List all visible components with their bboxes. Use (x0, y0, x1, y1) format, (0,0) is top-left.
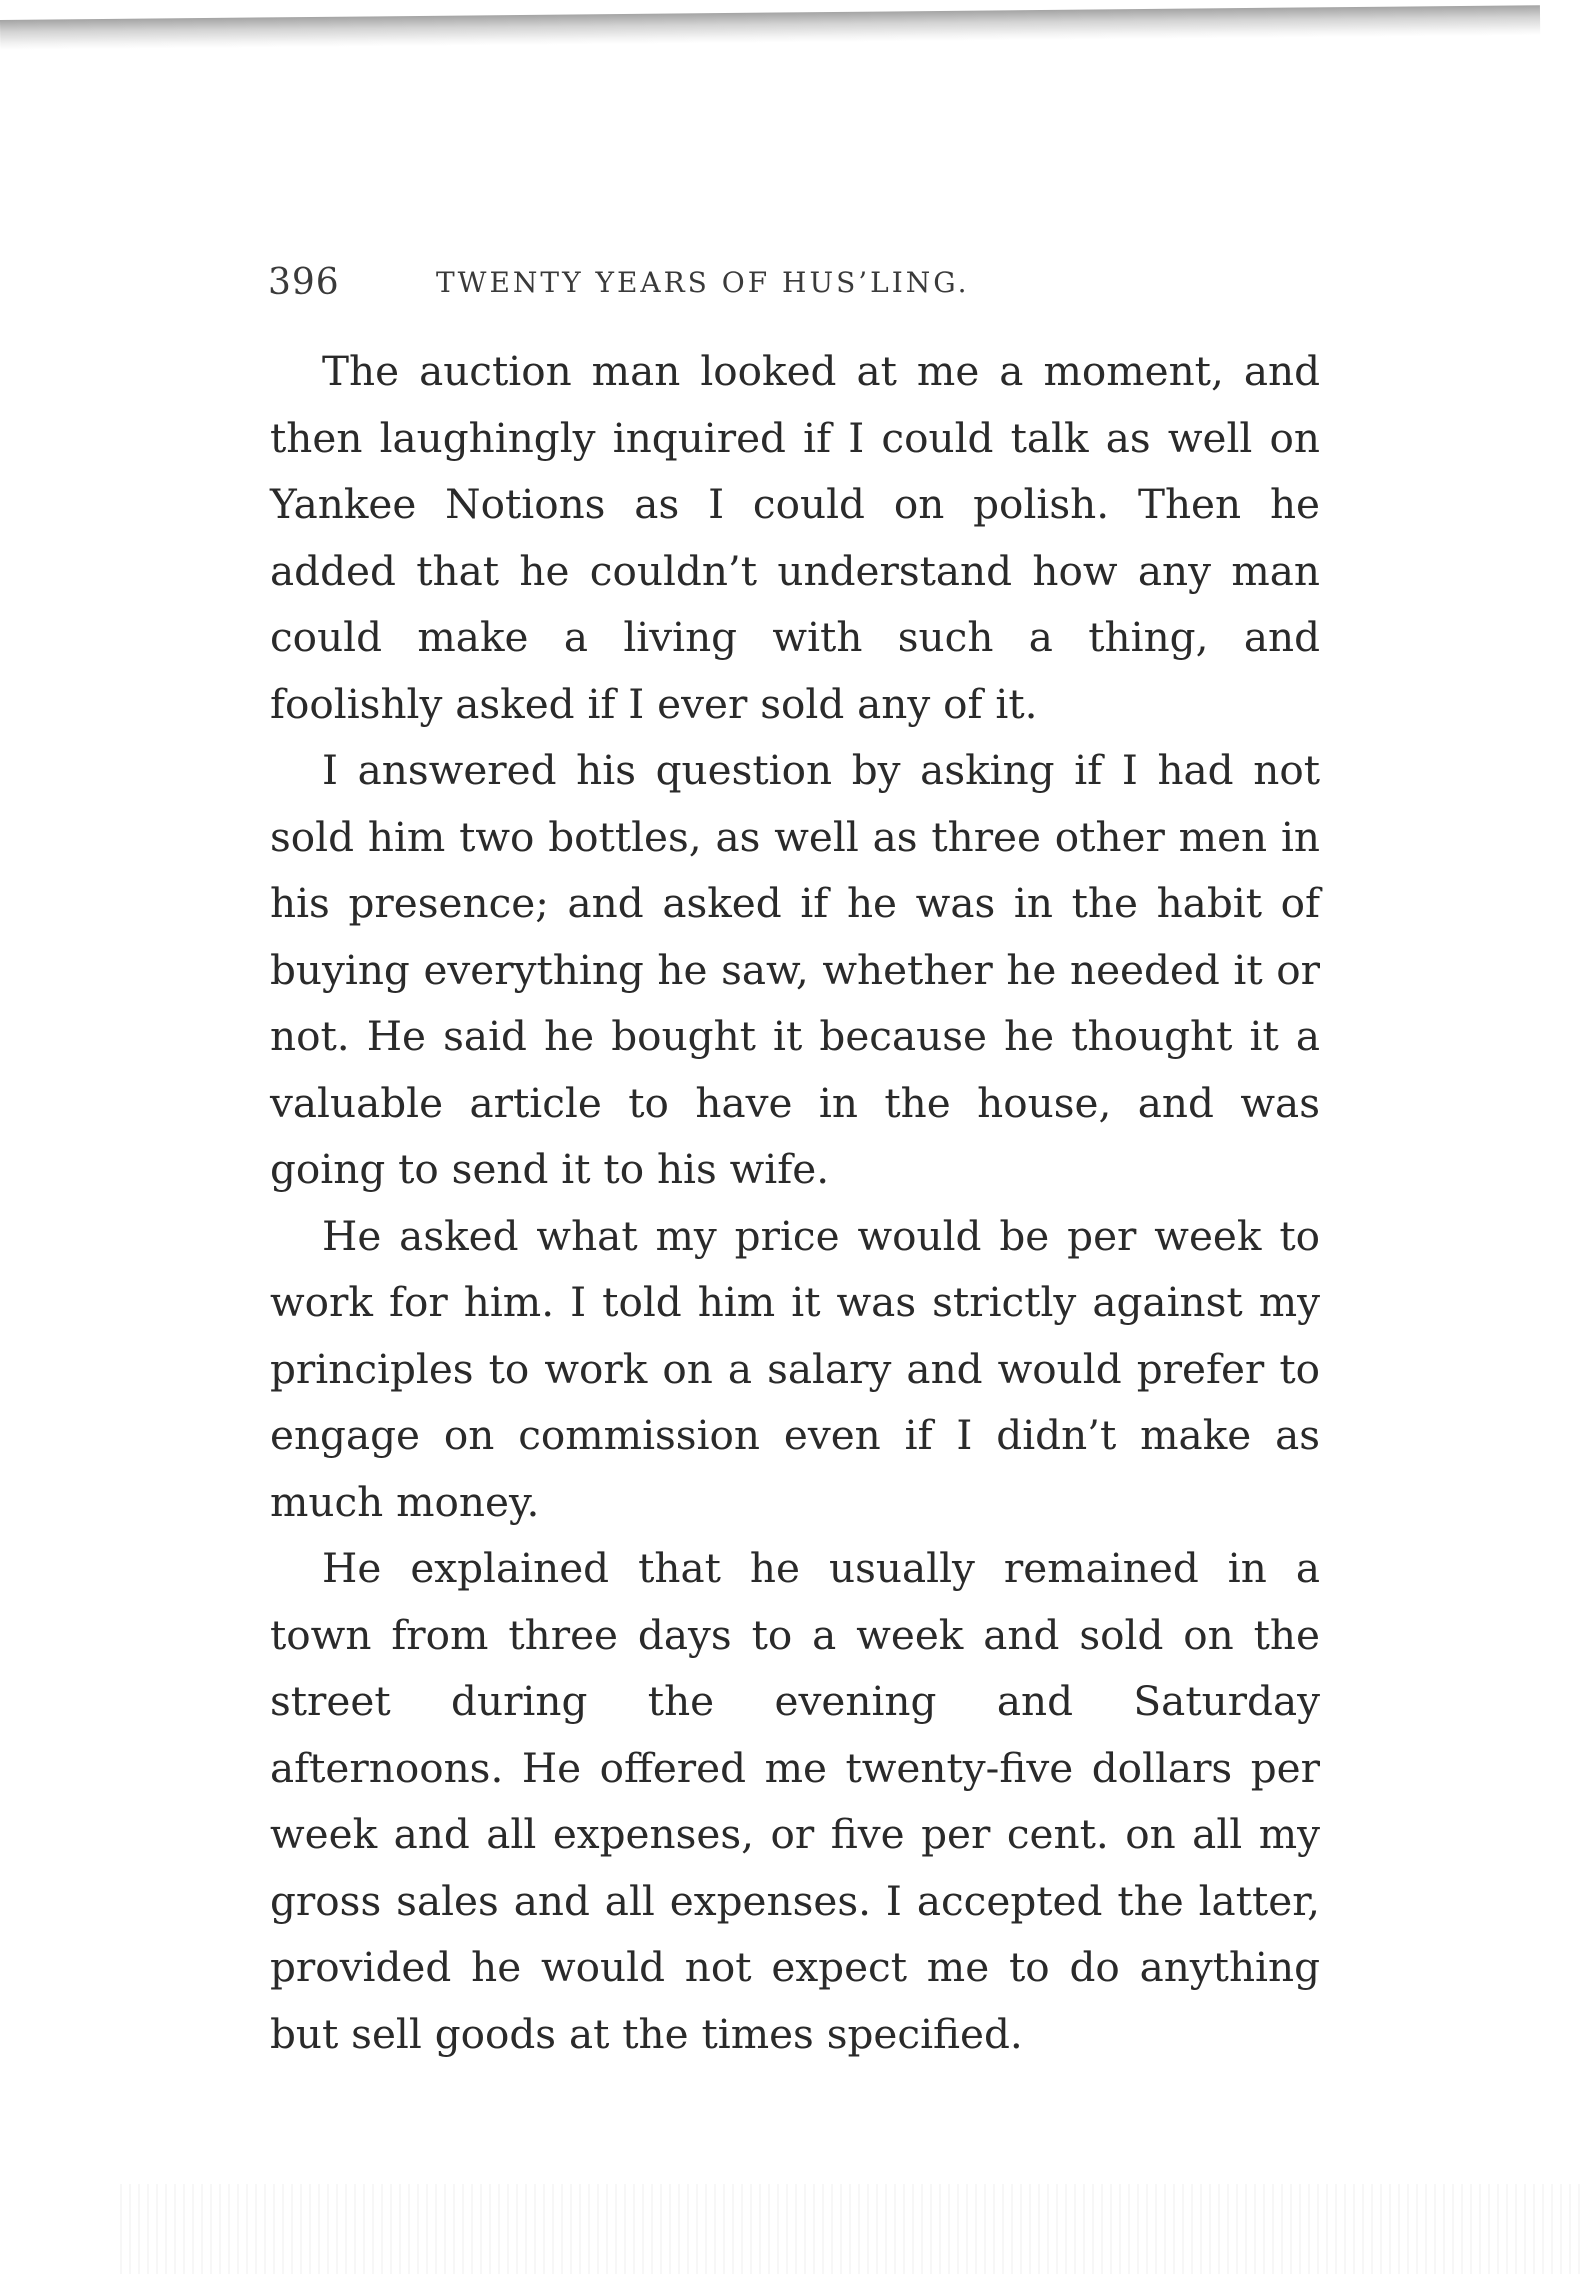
running-title: TWENTY YEARS OF HUS’LING. (436, 266, 970, 299)
scan-bottom-noise (120, 2184, 1580, 2274)
paragraph: He asked what my price would be per week to work for him. I told him it was strictly against my principles to work on a salary and would prefer to engage on commission even if I didn’t make as much money. (270, 1211, 1320, 1526)
paragraph: I answered his question by asking if I had not sold him two bottles, as well as three other men in his presence; and asked if he was in the habit of buying everything he saw, whether he needed it or not. He said he bought it because he thought it a valuable article to have in the house, and was going to send it to his wife. (270, 746, 1320, 1193)
body-text (270, 338, 1320, 2067)
page-number: 396 (268, 262, 340, 303)
paragraph: He explained that he usually remained in a town from three days to a week and sold on the street during the evening and Saturday afternoons. He offered me twenty-five dollars per week and all expenses, or five per cent. on all my gross sales and all expenses. I accepted the latter, provided he would not expect me to do anything but sell goods at the times specified. (270, 1544, 1320, 2058)
paragraph: The auction man looked at me a moment, and then laughingly inquired if I could talk as well on Yankee Notions as I could on polish. Then he added that he couldn’t understand how any man could make a living with such a thing, and foolishly asked if I ever sold any of it. (270, 347, 1320, 728)
running-head (268, 262, 1328, 322)
scan-top-edge (0, 5, 1540, 50)
